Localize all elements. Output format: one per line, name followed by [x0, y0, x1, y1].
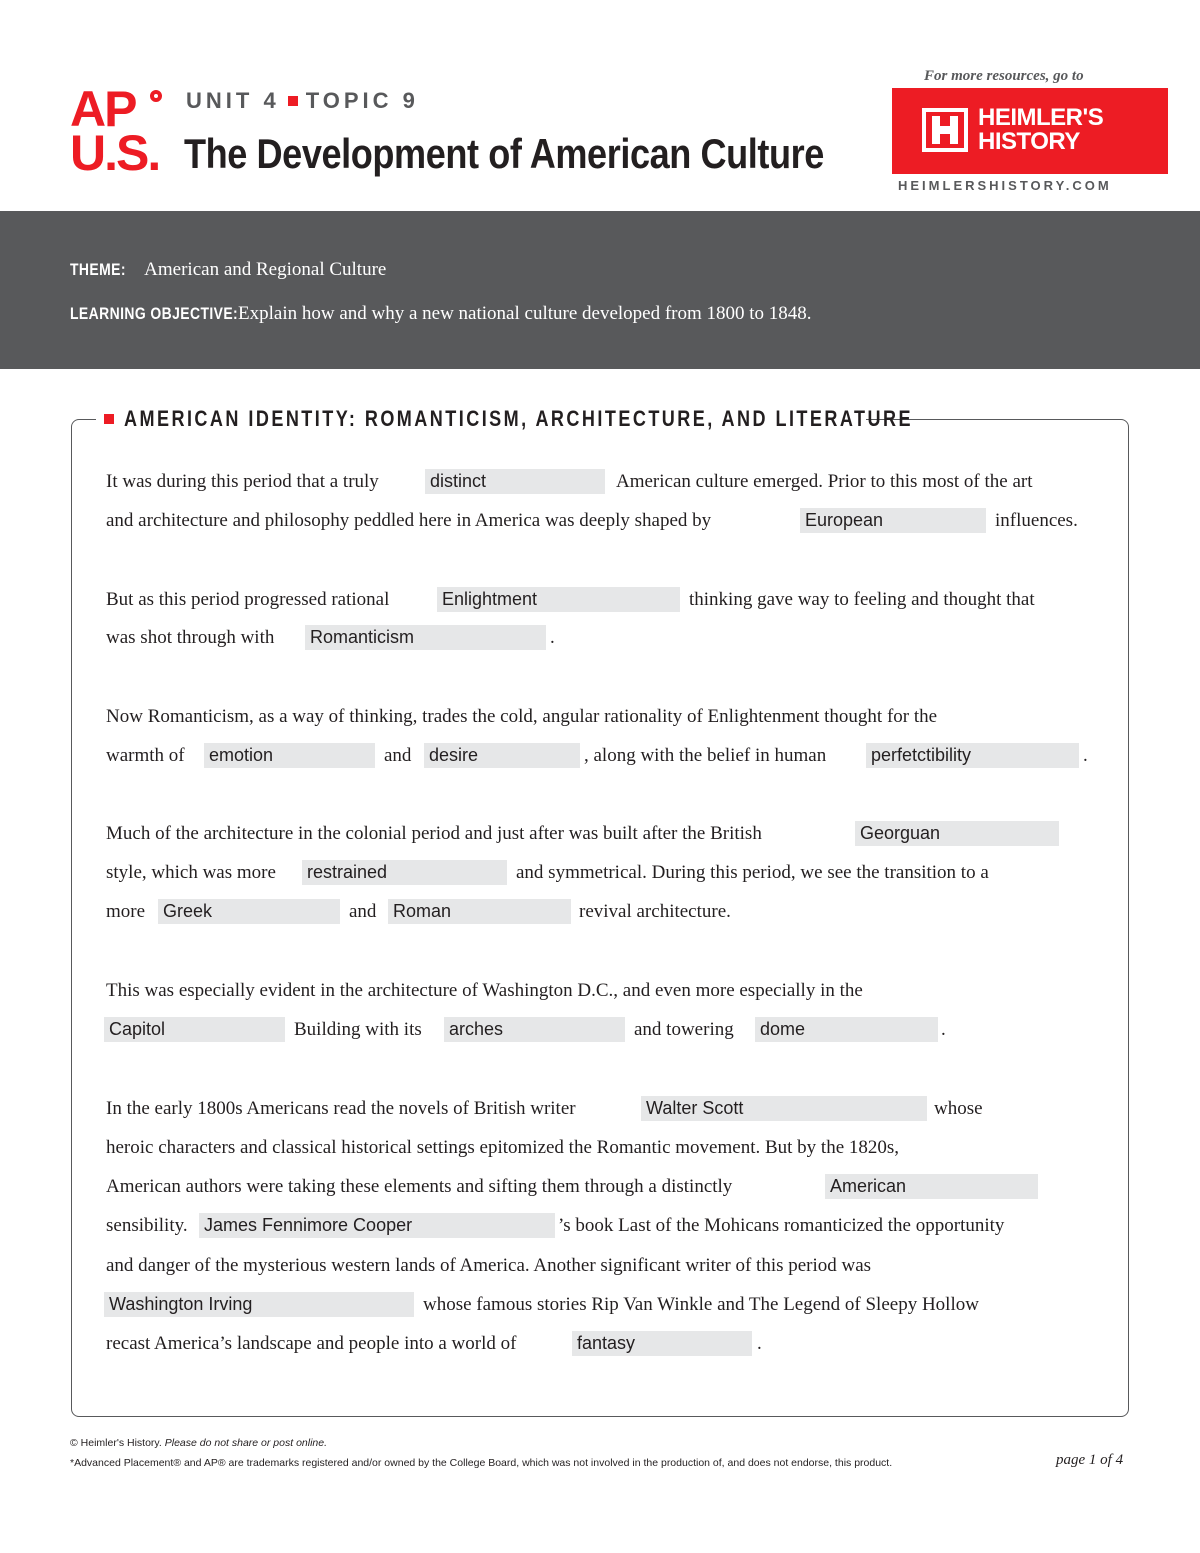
p6-text-d: American authors were taking these elements and sifting them through a distinctly: [106, 1176, 733, 1197]
p5-text-c: and towering: [634, 1019, 734, 1040]
p4-text-d: more: [106, 901, 146, 922]
p6-text-f: ’s book Last of the Mohicans romanticized the opportunity: [558, 1215, 1005, 1236]
unit-topic-line: [186, 88, 419, 114]
objective-row: [70, 303, 812, 325]
blank-arches[interactable]: arches: [444, 1017, 625, 1042]
p6-text-g: and danger of the mysterious western lands of America. Another significant writer of this period was: [106, 1255, 872, 1276]
p4-text-b: style, which was more: [106, 862, 276, 883]
blank-scott[interactable]: Walter Scott: [641, 1096, 927, 1121]
p6-text-b: whose: [934, 1098, 983, 1119]
footer-trademark: *Advanced Placement® and AP® are trademarks registered and/or owned by the College Board, which was not involved in the production of, and does not endorse, this product.: [70, 1457, 893, 1469]
blank-capitol[interactable]: Capitol: [104, 1017, 285, 1042]
p5-text-a: This was especially evident in the architecture of Washington D.C., and even more especially in the: [106, 980, 863, 1001]
objective-label: LEARNING OBJECTIVE:: [70, 304, 239, 323]
heimlers-history-logo[interactable]: [892, 88, 1168, 174]
p4-text-e: and: [349, 901, 377, 922]
blank-emotion[interactable]: emotion: [204, 743, 375, 768]
page-number: page 1 of 4: [1056, 1452, 1124, 1468]
section-heading-text: AMERICAN IDENTITY: ROMANTICISM, ARCHITECTURE, AND LITERATURE: [124, 406, 913, 431]
p6-text-i: recast America’s landscape and people into a world of: [106, 1333, 517, 1354]
red-square-icon: [288, 96, 298, 106]
p4-text-a: Much of the architecture in the colonial period and just after was built after the British: [106, 823, 762, 844]
footer-note: Please do not share or post online.: [164, 1437, 328, 1449]
theme-label: THEME:: [70, 260, 126, 279]
objective-value: Explain how and why a new national culture developed from 1800 to 1848.: [238, 303, 812, 324]
blank-distinct[interactable]: distinct: [425, 469, 605, 494]
blank-fantasy[interactable]: fantasy: [572, 1331, 752, 1356]
p3-text-a: Now Romanticism, as a way of thinking, trades the cold, angular rationality of Enlightenment thought for the: [106, 706, 938, 727]
p6-text-j: .: [757, 1333, 762, 1354]
p6-text-e: sensibility.: [106, 1215, 188, 1236]
p1-text-b: American culture emerged. Prior to this most of the art: [616, 471, 1033, 492]
footer-copyright: © Heimler's History. Please do not share or post online.: [70, 1437, 328, 1449]
p1-text-c: and architecture and philosophy peddled here in America was deeply shaped by: [106, 510, 712, 531]
blank-greek[interactable]: Greek: [158, 899, 340, 924]
p2-text-c: was shot through with: [106, 627, 275, 648]
blank-georgian[interactable]: Georguan: [855, 821, 1059, 846]
p6-text-c: heroic characters and classical historical settings epitomized the Romantic movement. But by the 1820s,: [106, 1137, 900, 1158]
p2-text-a: But as this period progressed rational: [106, 589, 390, 610]
section-heading: [96, 402, 913, 436]
page-title: The Development of American Culture: [184, 130, 824, 177]
p4-text-f: revival architecture.: [579, 901, 731, 922]
logo-ap-text: AP: [70, 81, 136, 137]
blank-american[interactable]: American: [825, 1174, 1038, 1199]
p6-text-a: In the early 1800s Americans read the novels of British writer: [106, 1098, 576, 1119]
p2-text-d: .: [550, 627, 555, 648]
blank-desire[interactable]: desire: [424, 743, 580, 768]
blank-roman[interactable]: Roman: [388, 899, 571, 924]
brand-name: HEIMLER'S HISTORY: [978, 104, 1104, 155]
red-square-icon: [104, 414, 114, 424]
p3-text-b: warmth of: [106, 745, 185, 766]
theme-value: American and Regional Culture: [144, 259, 387, 280]
logo-us-text: U.S.: [70, 125, 160, 181]
p6-text-h: whose famous stories Rip Van Winkle and The Legend of Sleepy Hollow: [423, 1294, 979, 1315]
site-url-link[interactable]: HEIMLERSHISTORY.COM: [898, 178, 1112, 193]
blank-dome[interactable]: dome: [755, 1017, 938, 1042]
topic-label: TOPIC 9: [305, 88, 419, 113]
p4-text-c: and symmetrical. During this period, we see the transition to a: [516, 862, 989, 883]
p3-text-e: .: [1083, 745, 1088, 766]
p5-text-b: Building with its: [294, 1019, 422, 1040]
p1-text-a: It was during this period that a truly: [106, 471, 379, 492]
p1-text-d: influences.: [995, 510, 1078, 531]
p2-text-b: thinking gave way to feeling and thought that: [689, 589, 1035, 610]
blank-romanticism[interactable]: Romanticism: [305, 625, 546, 650]
blank-restrained[interactable]: restrained: [302, 860, 507, 885]
unit-label: UNIT 4: [186, 88, 280, 113]
blank-enlightment[interactable]: Enlightment: [437, 587, 680, 612]
p3-text-d: , along with the belief in human: [584, 745, 827, 766]
blank-european[interactable]: European: [800, 508, 986, 533]
blank-perfectibility[interactable]: perfetctibility: [866, 743, 1079, 768]
h-monogram-icon: [922, 108, 968, 152]
p5-text-d: .: [941, 1019, 946, 1040]
resources-text: For more resources, go to: [924, 68, 1084, 84]
ap-us-logo: [70, 81, 170, 181]
blank-cooper[interactable]: James Fennimore Cooper: [199, 1213, 555, 1238]
theme-row: [70, 259, 386, 281]
theme-band: [0, 211, 1200, 369]
p3-text-c: and: [384, 745, 412, 766]
registered-mark-icon: [150, 90, 162, 102]
blank-irving[interactable]: Washington Irving: [104, 1292, 414, 1317]
